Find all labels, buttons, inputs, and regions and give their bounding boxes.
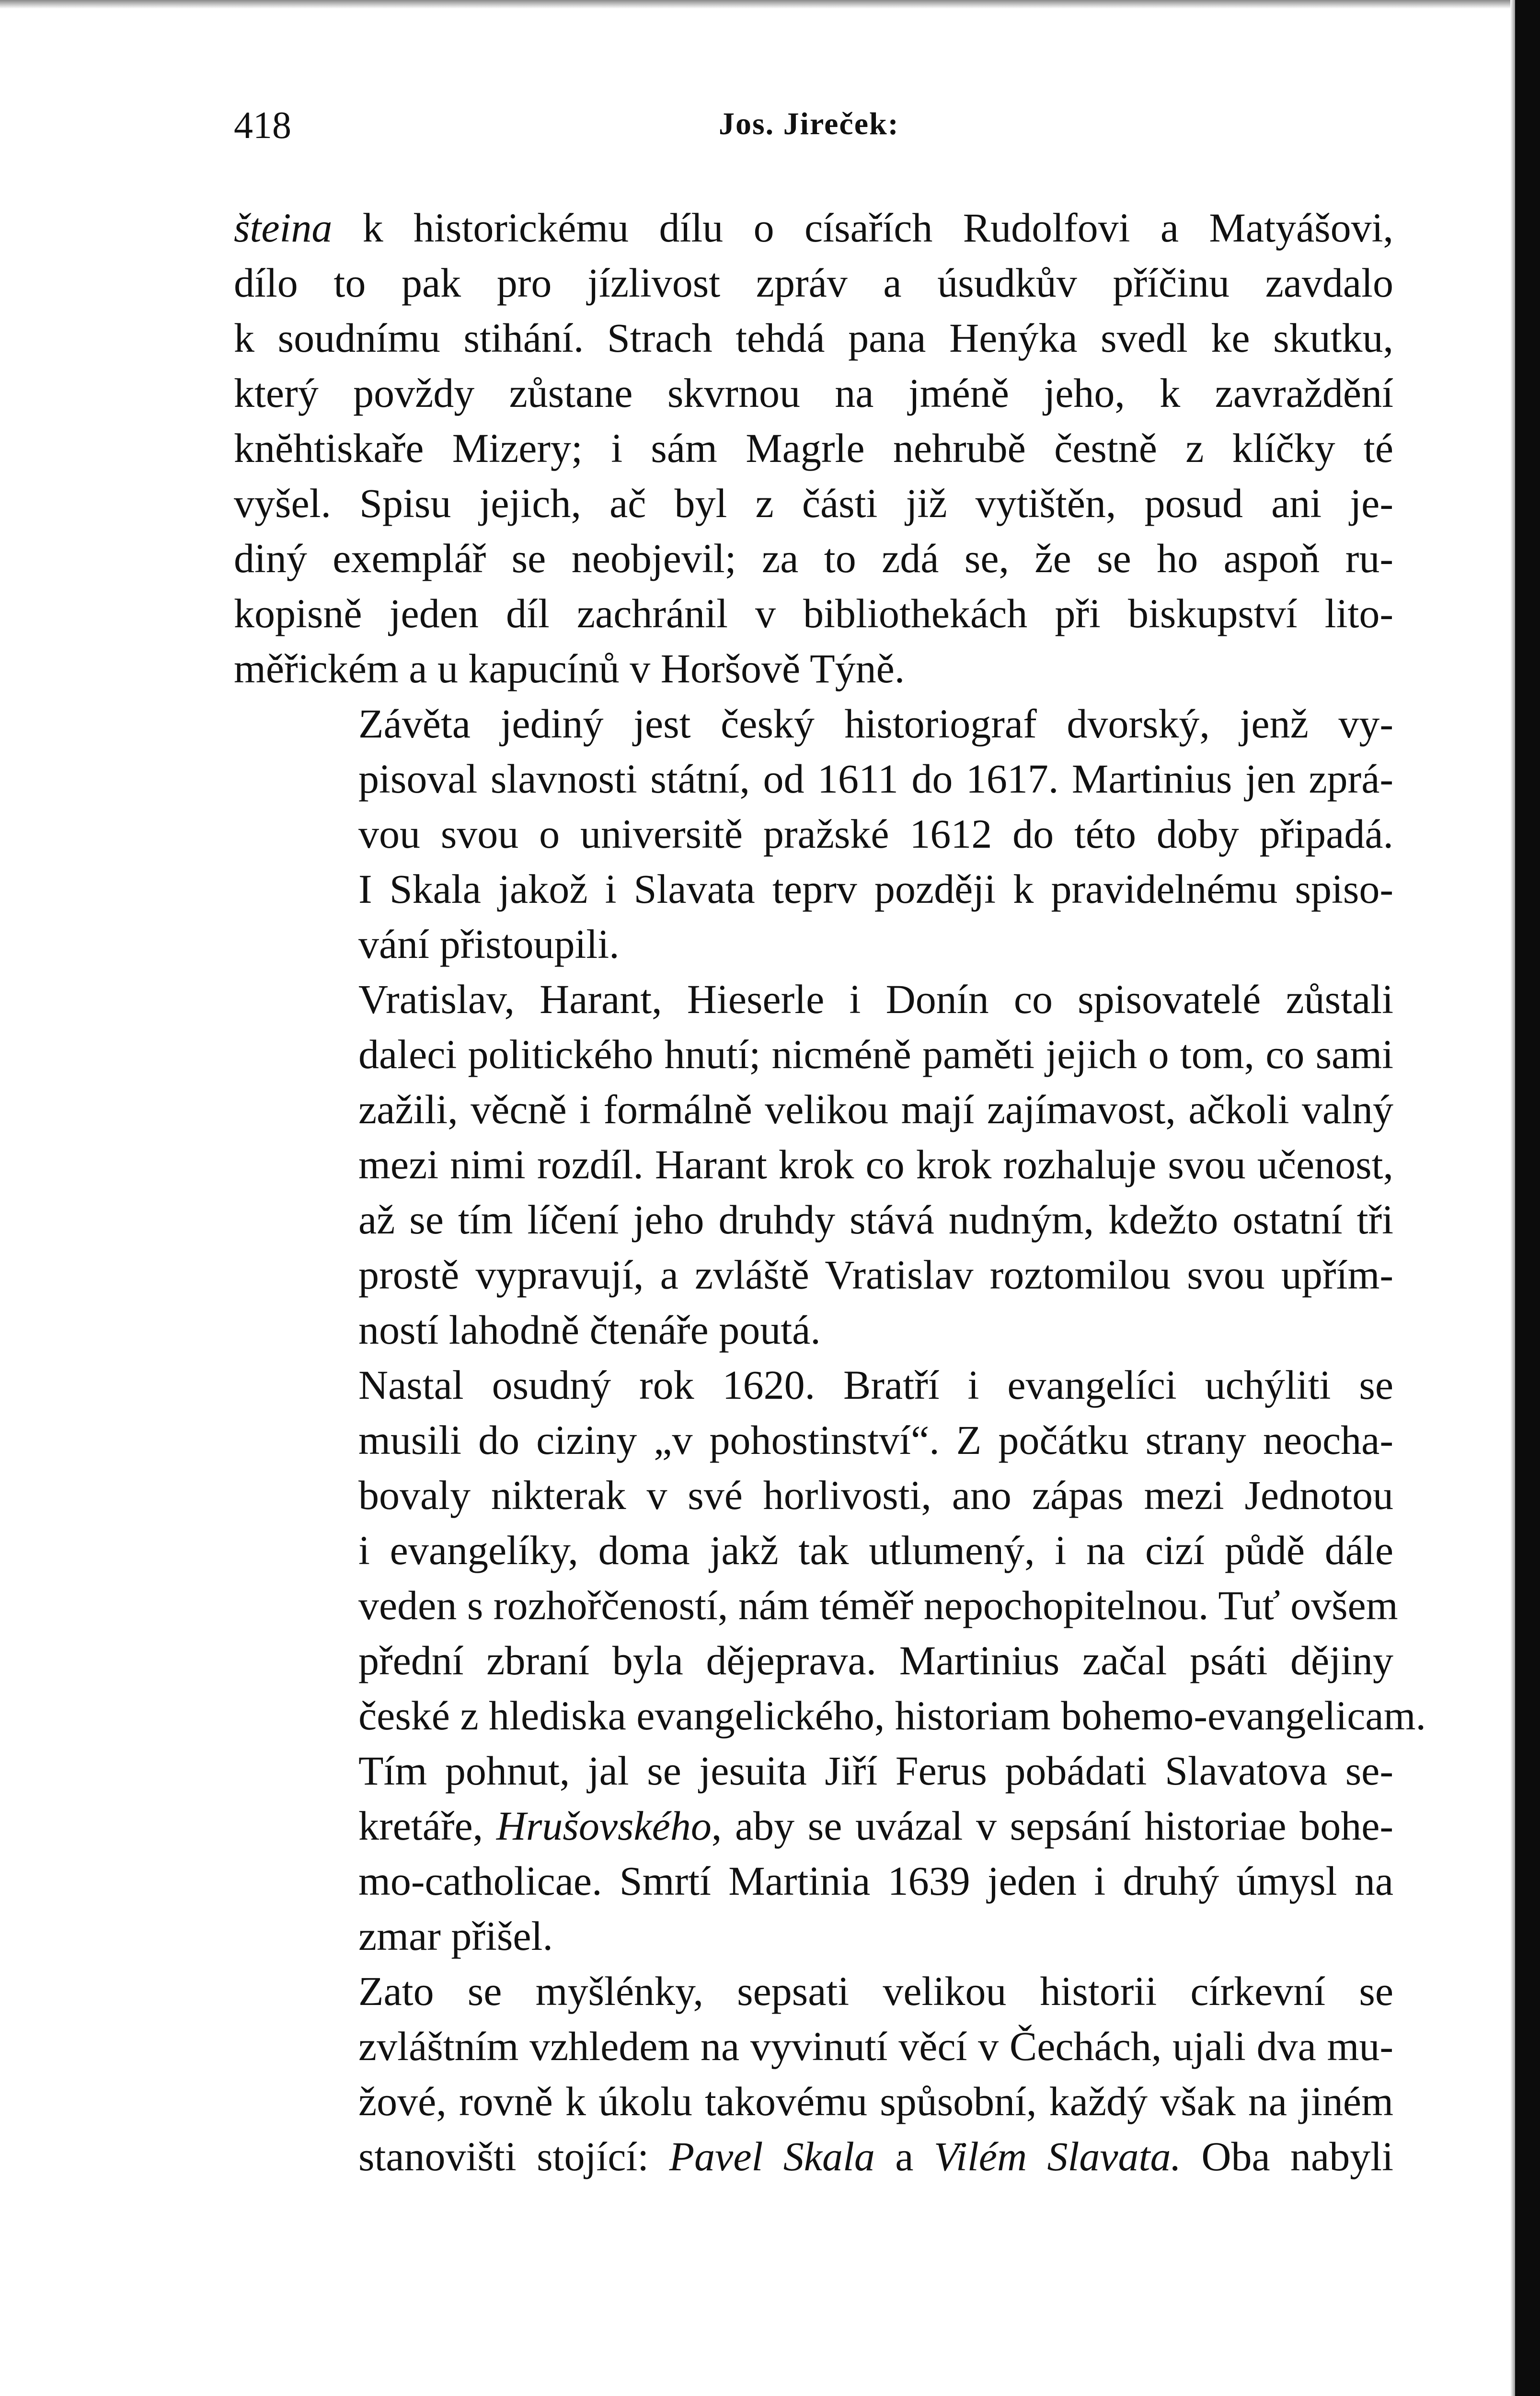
text-run: , aby se uvázal v sepsání historiae bohe- — [711, 1803, 1394, 1849]
text-line — [234, 1798, 1393, 1854]
italic-text: šteina — [234, 205, 333, 251]
text-line — [234, 1358, 1393, 1413]
scan-right-edge — [1515, 0, 1540, 2396]
text-line — [234, 806, 1393, 862]
text-line — [234, 1137, 1393, 1192]
text-run: který povždy zůstane skvrnou na jméně jeho, k zavraždění — [234, 370, 1393, 416]
text-line — [234, 1027, 1393, 1082]
text-run: daleci politického hnutí; nicméně paměti jejich o tom, co sami — [358, 1031, 1393, 1077]
text-line — [234, 255, 1393, 311]
text-line — [234, 1633, 1393, 1688]
text-line — [234, 751, 1393, 806]
text-line — [234, 1964, 1393, 2019]
text-run: Závěta jediný jest český historiograf dvorský, jenž vy- — [358, 701, 1393, 747]
text-line — [234, 2019, 1393, 2074]
text-line — [234, 1688, 1426, 1743]
italic-text: Vilém Slavata. — [933, 2133, 1181, 2179]
text-run: stanovišti stojící: — [358, 2133, 669, 2179]
text-run: vání přistoupili. — [358, 921, 620, 967]
text-run: Nastal osudný rok 1620. Bratří i evangelíci uchýliti se — [358, 1362, 1393, 1408]
scan-right-shadow — [1510, 0, 1515, 2396]
text-run: k historickému dílu o císařích Rudolfovi a Matyášovi, — [332, 205, 1393, 251]
text-line — [234, 421, 1393, 476]
scan-top-edge — [0, 0, 1540, 9]
text-run: přední zbraní byla dějeprava. Martinius začal psáti dějiny — [358, 1637, 1393, 1683]
paragraph — [234, 200, 1393, 696]
text-line — [234, 2129, 1393, 2184]
text-run: I Skala jakož i Slavata teprv později k pravidelnému spiso- — [358, 866, 1393, 912]
text-run: diný exemplář se neobjevil; za to zdá se, že se ho aspoň ru- — [234, 535, 1393, 581]
paragraph — [234, 1358, 1426, 1964]
italic-text: Hrušovského — [496, 1803, 712, 1849]
paragraph — [234, 1964, 1393, 2184]
text-line — [234, 1192, 1393, 1247]
text-line — [234, 1578, 1398, 1633]
text-run: Oba nabyli — [1181, 2133, 1394, 2179]
body-text — [234, 200, 1426, 2184]
text-run: veden s rozhořčeností, nám téměř nepochopitelnou. Tuť ovšem — [358, 1582, 1398, 1628]
text-line — [234, 311, 1393, 366]
text-line — [234, 586, 1393, 641]
text-line — [234, 531, 1393, 586]
text-run: mezi nimi rozdíl. Harant krok co krok rozhaluje svou učenost, — [358, 1141, 1393, 1187]
text-line — [234, 972, 1393, 1027]
text-run: a — [874, 2133, 934, 2179]
text-line — [234, 1302, 1393, 1358]
text-run: knĕhtiskaře Mizery; i sám Magrle nehrubě čestně z klíčky té — [234, 425, 1393, 471]
paragraph — [234, 696, 1393, 972]
text-line — [234, 1082, 1393, 1137]
text-run: musili do ciziny „v pohostinství“. Z počátku strany neocha- — [358, 1417, 1393, 1463]
page-number: 418 — [234, 104, 291, 147]
text-run: vyšel. Spisu jejich, ač byl z části již vytištěn, posud ani je- — [234, 480, 1393, 526]
text-run: pisoval slavnosti státní, od 1611 do 1617. Martinius jen zprá- — [358, 756, 1393, 802]
text-line — [234, 917, 1393, 972]
text-line — [234, 476, 1393, 531]
text-run: zmar přišel. — [358, 1913, 553, 1959]
text-line — [234, 1247, 1393, 1302]
text-line — [234, 1523, 1393, 1578]
paragraph — [234, 972, 1393, 1358]
text-run: až se tím líčení jeho druhdy stává nudným, kdežto ostatní tři — [358, 1197, 1393, 1243]
text-run: zažili, věcně i formálně velikou mají zajímavost, ačkoli valný — [358, 1086, 1393, 1132]
text-run: k soudnímu stihání. Strach tehdá pana Henýka svedl ke skutku, — [234, 315, 1393, 361]
text-line — [234, 862, 1393, 917]
text-line — [234, 1468, 1393, 1523]
text-run: i evangelíky, doma jakž tak utlumený, i na cizí půdě dále — [358, 1527, 1393, 1573]
text-run: dílo to pak pro jízlivost zpráv a úsudkův příčinu zavdalo — [234, 260, 1393, 306]
running-head: Jos. Jireček: — [719, 106, 899, 141]
text-run: měřickém a u kapucínů v Horšově Týně. — [234, 645, 905, 691]
text-line — [234, 1743, 1393, 1798]
text-line — [234, 200, 1393, 255]
text-line — [234, 1909, 1393, 1964]
text-run: Vratislav, Harant, Hieserle i Donín co spisovatelé zůstali — [358, 976, 1393, 1022]
text-line — [234, 2074, 1393, 2129]
text-run: prostě vypravují, a zvláště Vratislav roztomilou svou upřím- — [358, 1252, 1393, 1298]
text-run: kretáře, — [358, 1803, 496, 1849]
text-run: ností lahodně čtenáře poutá. — [358, 1307, 821, 1353]
italic-text: Pavel Skala — [669, 2133, 875, 2179]
text-run: kopisně jeden díl zachránil v bibliothekách při biskupství lito- — [234, 590, 1393, 636]
text-line — [234, 1854, 1393, 1909]
text-line — [234, 641, 1393, 696]
text-run: bovaly nikterak v své horlivosti, ano zápas mezi Jednotou — [358, 1472, 1393, 1518]
text-line — [234, 1413, 1393, 1468]
text-run: mo-catholicae. Smrtí Martinia 1639 jeden i druhý úmysl na — [358, 1858, 1393, 1904]
text-line — [234, 366, 1393, 421]
text-run: české z hlediska evangelického, historiam bohemo-evangelicam. — [358, 1693, 1426, 1739]
text-run: žové, rovně k úkolu takovému spůsobní, každý však na jiném — [358, 2078, 1393, 2124]
text-run: Tím pohnut, jal se jesuita Jiří Ferus pobádati Slavatova se- — [358, 1748, 1393, 1794]
text-line — [234, 696, 1393, 751]
text-run: vou svou o universitě pražské 1612 do této doby připadá. — [358, 811, 1393, 857]
text-run: zvláštním vzhledem na vyvinutí věcí v Čechách, ujali dva mu- — [358, 2023, 1393, 2069]
text-run: Zato se myšlénky, sepsati velikou historii církevní se — [358, 1968, 1393, 2014]
